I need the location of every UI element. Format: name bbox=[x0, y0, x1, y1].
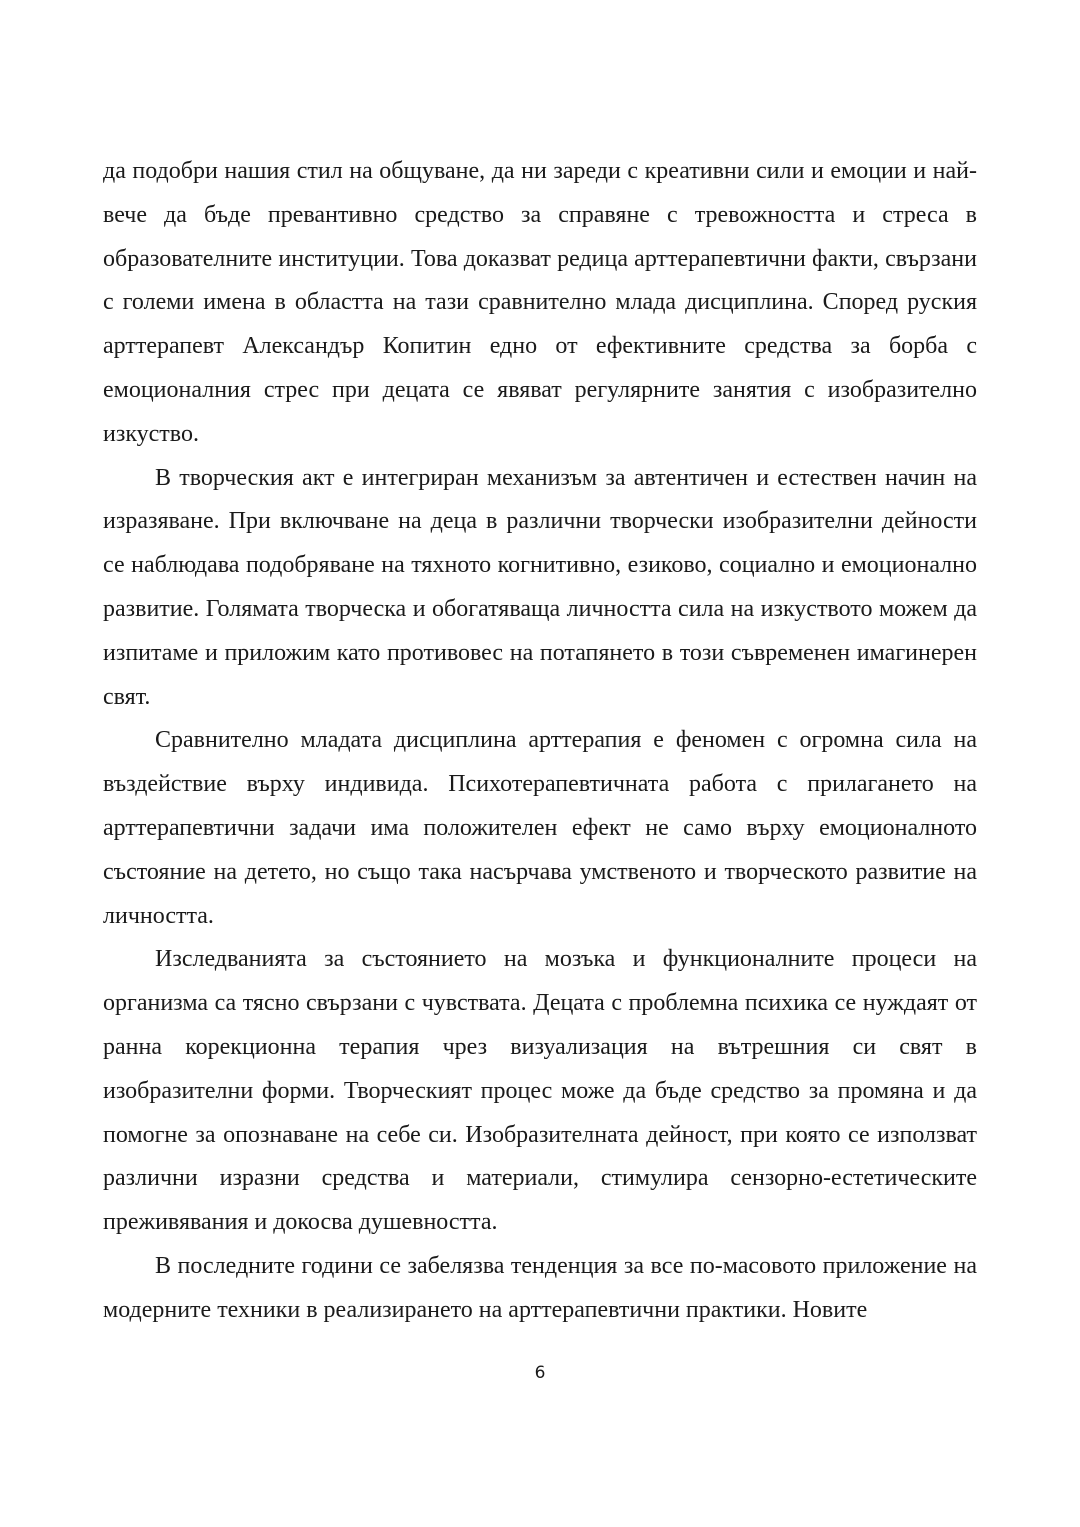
paragraph-2: В творческия акт е интегриран механизъм за автентичен и естествен начин на изразяване. При включване на деца в различни творчески изобразителни дейности се наблюдава подобряване на тяхното когнитивно, езиково, социално и емоционално развитие. Голямата творческа и обогатяваща личността сила на изкуството можем да изпитаме и приложим като противовес на потапянето в този съвременен имагинерен свят. bbox=[103, 464, 977, 710]
paragraph-3: Сравнително младата дисциплина арттерапия е феномен с огромна сила на въздействие върху индивида. Психотерапевтичната работа с прилагането на арттерапевтични задачи има положителен ефект не само върху емоционалното състояние на детето, но също така насърчава умственото и творческото развитие на личността. bbox=[103, 727, 977, 929]
paragraph-1: да подобри нашия стил на общуване, да ни зареди с креативни сили и емоции и най-вече да бъде превантивно средство за справяне с тревожността и стреса в образователните институции. Това доказват редица арттерапевтични факти, свързани с големи имена в областта на тази сравнително млада дисциплина. Според руския арттерапевт Александър Копитин едно от ефективните средства за борба с емоционалния стрес при децата се явяват регулярните занятия с изобразително изкуство. bbox=[103, 158, 977, 447]
body-text bbox=[103, 150, 977, 1333]
page-number: 6 bbox=[534, 1363, 546, 1383]
paragraph-5: В последните години се забелязва тенденция за все по-масовото приложение на модерните техники в реализирането на арттерапевтични практики. Новите bbox=[103, 1252, 977, 1323]
paragraph-4: Изследванията за състоянието на мозъка и функционалните процеси на организма са тясно свързани с чувствата. Децата с проблемна психика се нуждаят от ранна корекционна терапия чрез визуализация на вътрешния си свят в изобразителни форми. Творческият процес може да бъде средство за промяна и да помогне за опознаване на себе си. Изобразителната дейност, при която се използват различни изразни средства и материали, стимулира сензорно-естетическите преживявания и докосва душевността. bbox=[103, 946, 977, 1236]
